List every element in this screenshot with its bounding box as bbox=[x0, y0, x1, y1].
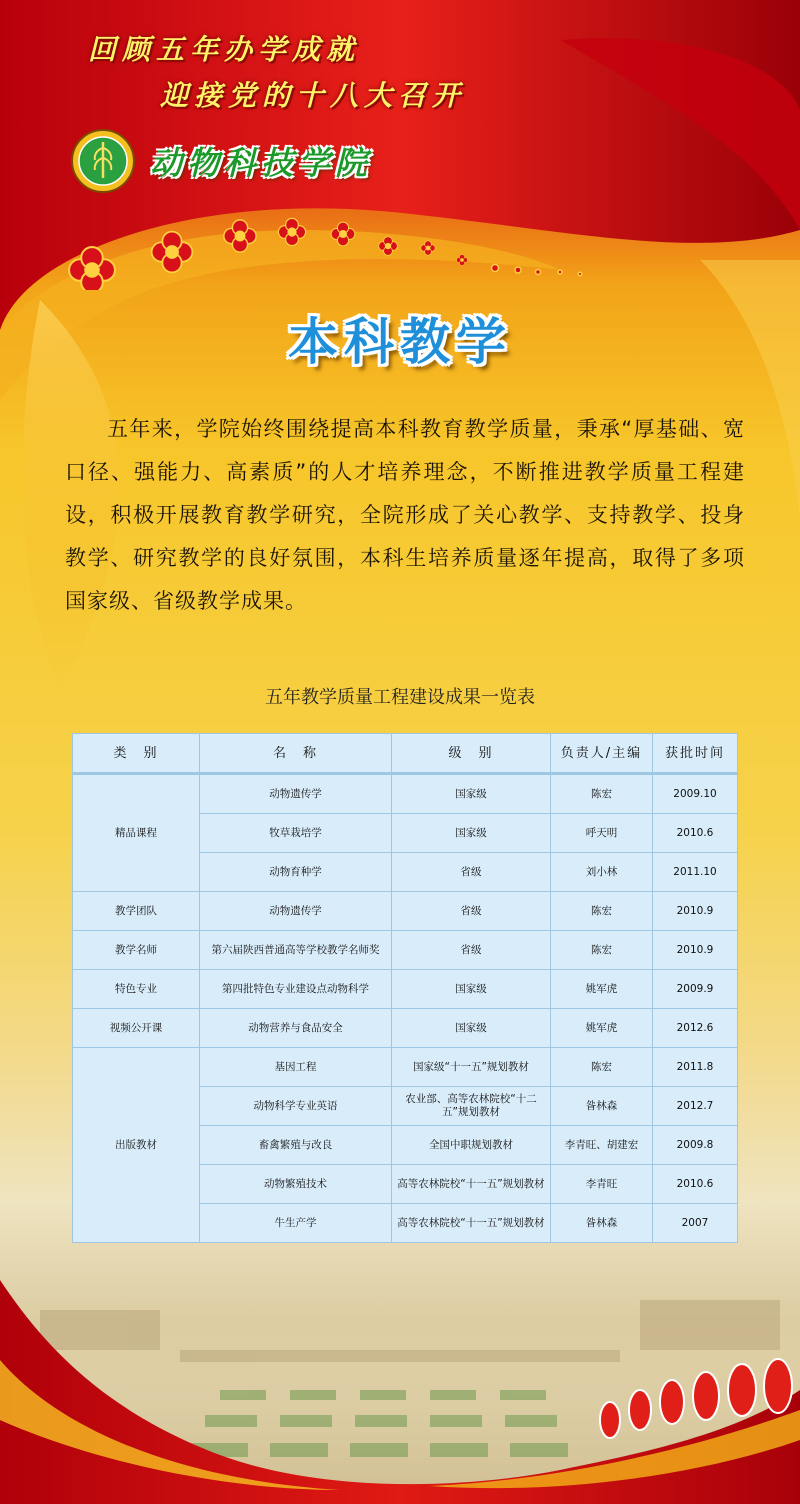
header-person: 负责人/主编 bbox=[551, 734, 653, 774]
person-cell: 陈宏 bbox=[551, 1048, 653, 1087]
level-cell: 国家级 bbox=[392, 814, 551, 853]
name-cell: 牛生产学 bbox=[200, 1204, 392, 1243]
date-cell: 2010.9 bbox=[653, 892, 738, 931]
level-cell: 全国中职规划教材 bbox=[392, 1126, 551, 1165]
category-cell: 出版教材 bbox=[73, 1048, 200, 1243]
name-cell: 畜禽繁殖与改良 bbox=[200, 1126, 392, 1165]
slogan-line-1: 回顾五年办学成就 bbox=[88, 33, 361, 66]
person-cell: 呼天明 bbox=[551, 814, 653, 853]
category-cell: 特色专业 bbox=[73, 970, 200, 1009]
table-header-row bbox=[73, 734, 738, 774]
date-cell: 2010.9 bbox=[653, 931, 738, 970]
level-cell: 省级 bbox=[392, 892, 551, 931]
name-cell: 动物繁殖技术 bbox=[200, 1165, 392, 1204]
table-row bbox=[73, 892, 738, 931]
college-emblem-icon bbox=[70, 128, 136, 194]
person-cell: 昝林森 bbox=[551, 1204, 653, 1243]
intro-paragraph: 五年来，学院始终围绕提高本科教育教学质量，秉承“厚基础、宽口径、强能力、高素质”的人才培养理念，不断推进教学质量工程建设，积极开展教育教学研究，全院形成了关心教学、支持教学、投身教学、研究教学的良好氛围，本科生培养质量逐年提高，取得了多项国家级、省级教学成果。 bbox=[65, 417, 745, 613]
level-cell: 国家级 bbox=[392, 774, 551, 814]
person-cell: 刘小林 bbox=[551, 853, 653, 892]
slogan-line-2: 迎接党的十八大召开 bbox=[160, 79, 467, 112]
date-cell: 2011.8 bbox=[653, 1048, 738, 1087]
results-table bbox=[72, 733, 738, 1243]
name-cell: 动物科学专业英语 bbox=[200, 1087, 392, 1126]
person-cell: 陈宏 bbox=[551, 931, 653, 970]
date-cell: 2012.7 bbox=[653, 1087, 738, 1126]
level-cell: 高等农林院校“十一五”规划教材 bbox=[392, 1204, 551, 1243]
header-name: 名 称 bbox=[200, 734, 392, 774]
date-cell: 2007 bbox=[653, 1204, 738, 1243]
name-cell: 动物营养与食品安全 bbox=[200, 1009, 392, 1048]
date-cell: 2009.8 bbox=[653, 1126, 738, 1165]
category-cell: 教学名师 bbox=[73, 931, 200, 970]
person-cell: 陈宏 bbox=[551, 774, 653, 814]
name-cell: 牧草栽培学 bbox=[200, 814, 392, 853]
chinese-knot-decoration bbox=[0, 200, 600, 290]
header-category: 类 别 bbox=[73, 734, 200, 774]
level-cell: 国家级 bbox=[392, 1009, 551, 1048]
college-name: 动物科技学院 bbox=[150, 144, 373, 182]
category-cell: 教学团队 bbox=[73, 892, 200, 931]
level-cell: 省级 bbox=[392, 853, 551, 892]
date-cell: 2011.10 bbox=[653, 853, 738, 892]
person-cell: 李青旺、胡建宏 bbox=[551, 1126, 653, 1165]
header-date: 获批时间 bbox=[653, 734, 738, 774]
date-cell: 2009.10 bbox=[653, 774, 738, 814]
table-row bbox=[73, 1009, 738, 1048]
date-cell: 2012.6 bbox=[653, 1009, 738, 1048]
level-cell: 农业部、高等农林院校“十二五”规划教材 bbox=[392, 1087, 551, 1126]
table-row bbox=[73, 1048, 738, 1087]
person-cell: 姚军虎 bbox=[551, 970, 653, 1009]
name-cell: 动物遗传学 bbox=[200, 892, 392, 931]
level-cell: 国家级“十一五”规划教材 bbox=[392, 1048, 551, 1087]
person-cell: 昝林森 bbox=[551, 1087, 653, 1126]
name-cell: 动物遗传学 bbox=[200, 774, 392, 814]
section-title: 本科教学 bbox=[288, 313, 512, 371]
name-cell: 基因工程 bbox=[200, 1048, 392, 1087]
date-cell: 2010.6 bbox=[653, 814, 738, 853]
category-cell: 精品课程 bbox=[73, 774, 200, 892]
table-row bbox=[73, 774, 738, 814]
category-cell: 视频公开课 bbox=[73, 1009, 200, 1048]
campus-and-ribbon-footer bbox=[0, 1240, 800, 1504]
table-row bbox=[73, 970, 738, 1009]
date-cell: 2009.9 bbox=[653, 970, 738, 1009]
name-cell: 第六届陕西普通高等学校教学名师奖 bbox=[200, 931, 392, 970]
level-cell: 高等农林院校“十一五”规划教材 bbox=[392, 1165, 551, 1204]
header-level: 级 别 bbox=[392, 734, 551, 774]
person-cell: 陈宏 bbox=[551, 892, 653, 931]
person-cell: 李青旺 bbox=[551, 1165, 653, 1204]
date-cell: 2010.6 bbox=[653, 1165, 738, 1204]
name-cell: 第四批特色专业建设点动物科学 bbox=[200, 970, 392, 1009]
table-title: 五年教学质量工程建设成果一览表 bbox=[265, 687, 535, 708]
person-cell: 姚军虎 bbox=[551, 1009, 653, 1048]
table-row bbox=[73, 931, 738, 970]
name-cell: 动物育种学 bbox=[200, 853, 392, 892]
level-cell: 国家级 bbox=[392, 970, 551, 1009]
level-cell: 省级 bbox=[392, 931, 551, 970]
